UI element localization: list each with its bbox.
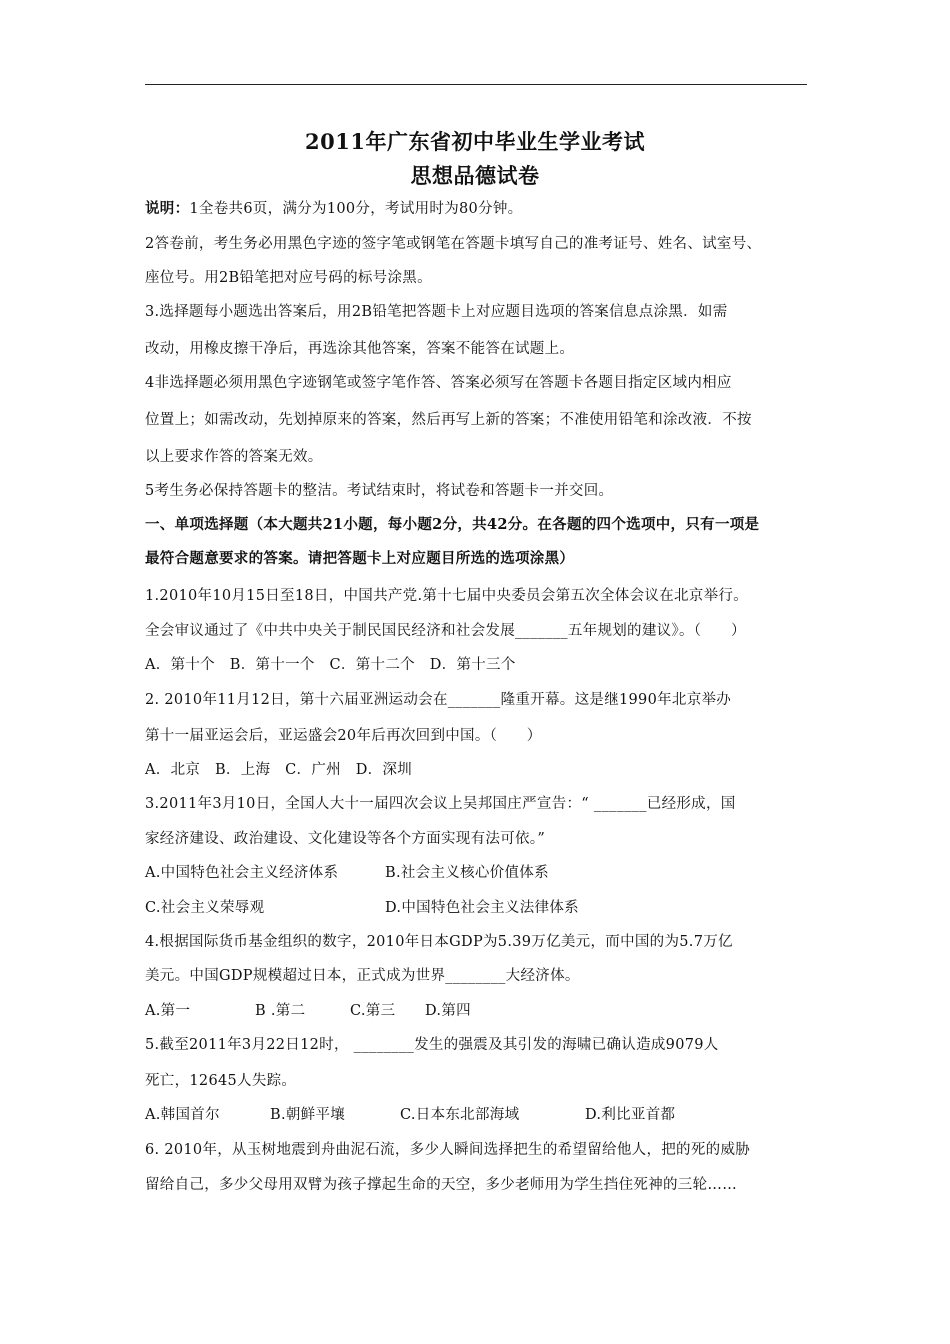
option-b: B.社会主义核心价值体系 [385, 865, 549, 881]
instruction-line: 以上要求作答的答案无效。 [145, 449, 323, 465]
options-line [145, 1001, 810, 1021]
exam-title: 2011年广东省初中毕业生学业考试 [305, 129, 645, 154]
option-b: B.朝鲜平壤 [270, 1107, 346, 1123]
options-line: A．北京 B．上海 C．广州 D．深圳 [145, 762, 413, 778]
option-a: A.中国特色社会主义经济体系 [145, 865, 339, 881]
section-heading: 最符合题意要求的答案。请把答题卡上对应题目所选的选项涂黑） [145, 550, 575, 567]
question-line: 6. 2010年，从玉树地震到舟曲泥石流，多少人瞬间选择把生的希望留给他人，把的死的威胁 [145, 1142, 751, 1158]
question-line: 家经济建设、政治建设、文化建设等各个方面实现有法可依。” [145, 831, 546, 847]
option-b: B .第二 [255, 1003, 306, 1019]
instruction-label: 说明： [145, 200, 190, 217]
question-line: 留给自己，多少父母用双臂为孩子撑起生命的天空，多少老师用为学生挡住死神的三轮…… [145, 1177, 737, 1193]
option-d: D.中国特色社会主义法律体系 [385, 900, 579, 916]
header-rule [145, 84, 807, 85]
question-line: 2. 2010年11月12日，第十六届亚洲运动会在_______隆重开幕。这是继1990年北京举办 [145, 692, 732, 708]
options-line: A．第十个 B．第十一个 C．第十二个 D．第十三个 [145, 657, 516, 673]
instruction-line: 位置上；如需改动，先划掉原来的答案，然后再写上新的答案；不准使用铅笔和涂改液．不按 [145, 412, 752, 428]
instruction-line: 改动，用橡皮擦干净后，再选涂其他答案，答案不能答在试题上。 [145, 341, 575, 357]
question-line: 4.根据国际货币基金组织的数字，2010年日本GDP为5.39万亿美元，而中国的为5.7万亿 [145, 934, 733, 950]
option-a: A.韩国首尔 [145, 1107, 220, 1123]
question-line: 美元。中国GDP规模超过日本，正式成为世界________大经济体。 [145, 968, 580, 984]
instruction-line: 说明：1全卷共6页，满分为100分，考试用时为80分钟。 [145, 200, 523, 217]
options-line [145, 898, 810, 918]
option-c: C.日本东北部海域 [400, 1107, 520, 1123]
question-line: 3.2011年3月10日，全国人大十一届四次会议上吴邦国庄严宣告：“ _______已经形成，国 [145, 796, 736, 812]
option-d: D.利比亚首都 [585, 1107, 676, 1123]
question-line: 全会审议通过了《中共中央关于制民国民经济和社会发展_______五年规划的建议》。（ ） [145, 623, 746, 639]
instruction-line: 座位号。用2B铅笔把对应号码的标号涂黑。 [145, 270, 432, 286]
question-line: 死亡，12645人失踪。 [145, 1073, 297, 1089]
option-c: C.第三 [350, 1003, 396, 1019]
question-line: 1.2010年10月15日至18日，中国共产党.第十七届中央委员会第五次全体会议在北京举行。 [145, 588, 748, 604]
option-d: D.第四 [425, 1003, 471, 1019]
instruction-line: 2答卷前，考生务必用黑色字迹的签字笔或钢笔在答题卡填写自己的准考证号、姓名、试室号、 [145, 236, 762, 252]
options-line [145, 863, 810, 883]
option-a: A.第一 [145, 1003, 191, 1019]
question-line: 第十一届亚运会后，亚运盛会20年后再次回到中国。（ ） [145, 728, 542, 744]
instruction-line: 4非选择题必须用黑色字迹钢笔或签字笔作答、答案必须写在答题卡各题目指定区域内相应 [145, 375, 732, 391]
instruction-line: 5考生务必保持答题卡的整洁。考试结束时，将试卷和答题卡一并交回。 [145, 483, 614, 499]
option-c: C.社会主义荣辱观 [145, 900, 265, 916]
options-line [145, 1105, 810, 1125]
exam-subtitle: 思想品德试卷 [410, 163, 540, 188]
instruction-line: 3.选择题每小题选出答案后，用2B铅笔把答题卡上对应题目选项的答案信息点涂黑．如需 [145, 304, 728, 320]
question-line: 5.截至2011年3月22日12时， ________发生的强震及其引发的海啸已确认造成9079人 [145, 1037, 719, 1053]
section-heading: 一、单项选择题（本大题共21小题，每小题2分，共42分。在各题的四个选项中，只有一项是 [145, 516, 760, 533]
